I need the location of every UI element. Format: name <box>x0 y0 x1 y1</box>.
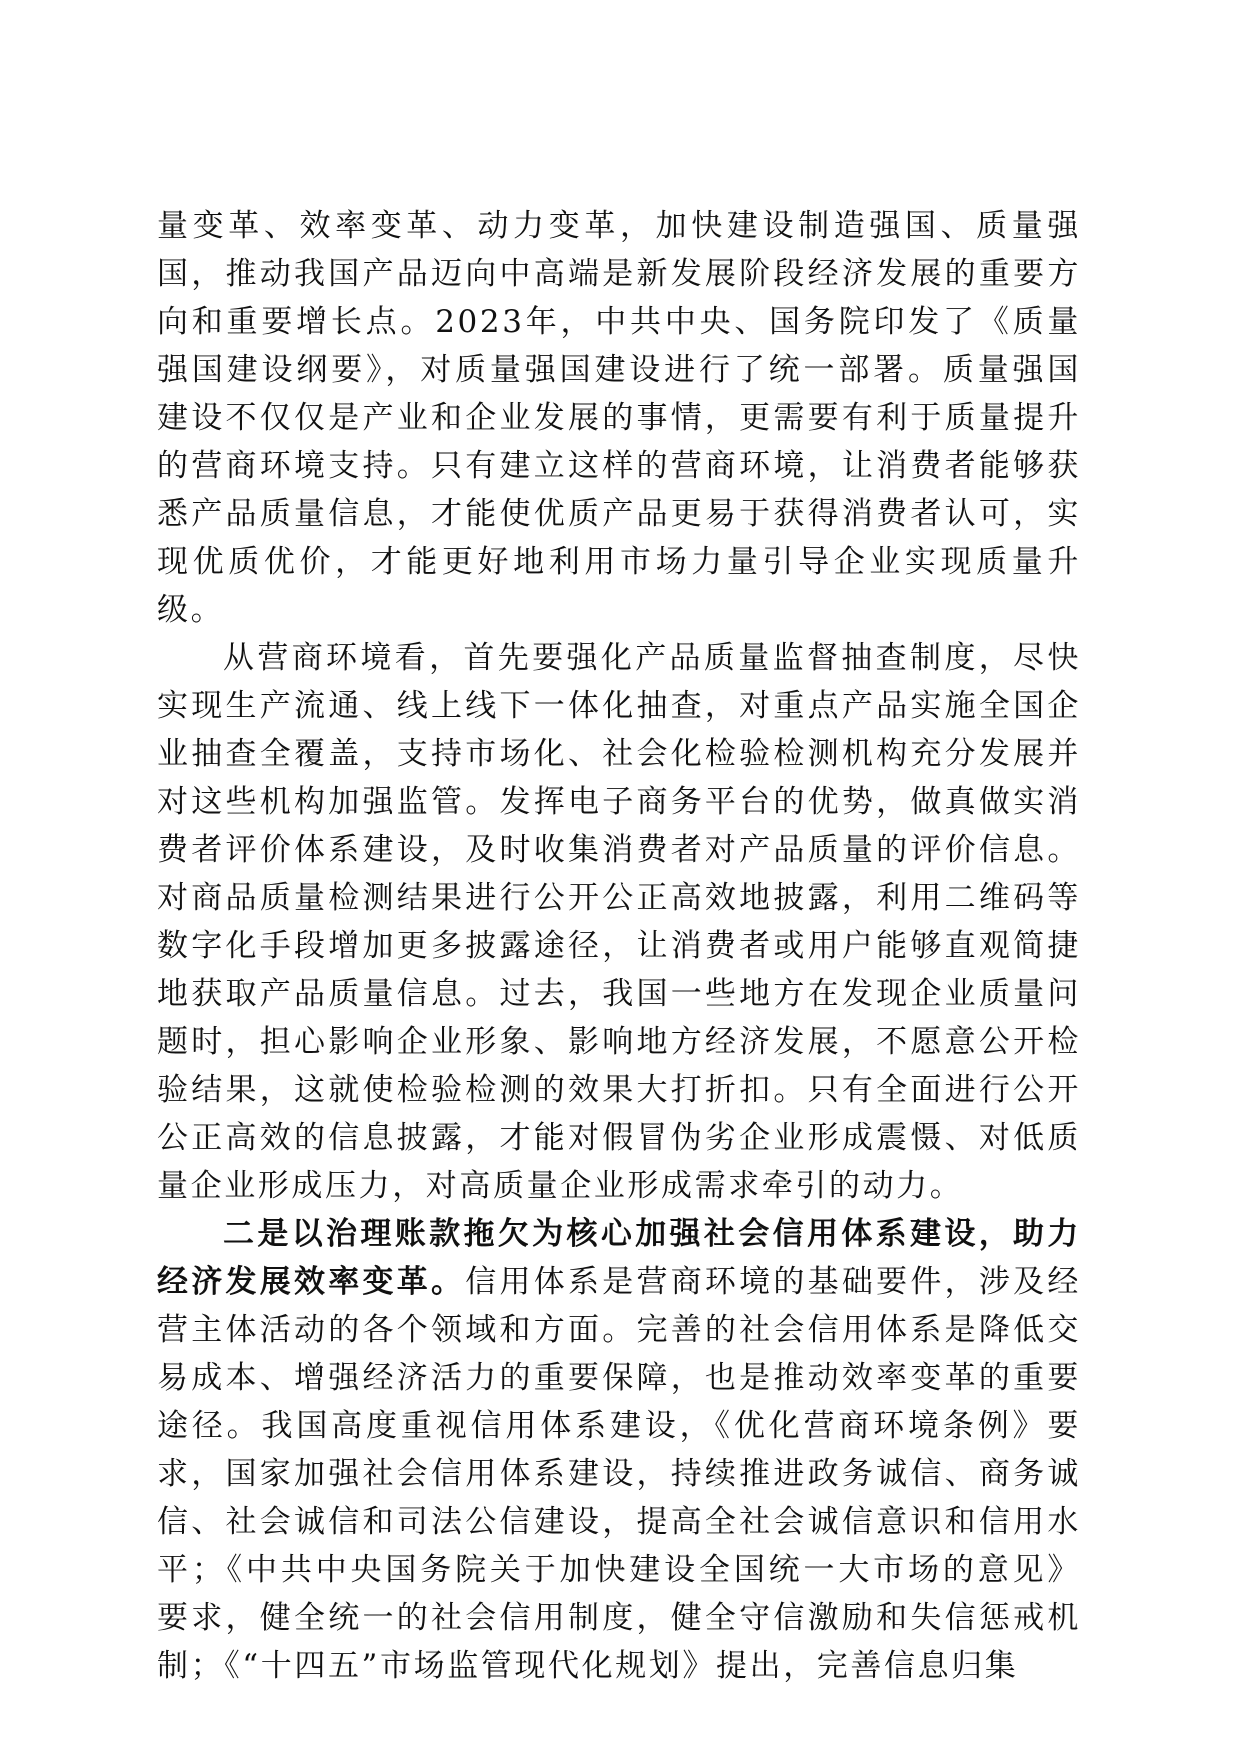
paragraph-2 <box>157 634 1081 1210</box>
paragraph-1-text: 量变革、效率变革、动力变革，加快建设制造强国、质量强国，推动我国产品迈向中高端是新发展阶段经济发展的重要方向和重要增长点。2023年，中共中央、国务院印发了《质量强国建设纲要》，对质量强国建设进行了统一部署。质量强国建设不仅仅是产业和企业发展的事情，更需要有利于质量提升的营商环境支持。只有建立这样的营商环境，让消费者能够获悉产品质量信息，才能使优质产品更易于获得消费者认可，实现优质优价，才能更好地利用市场力量引导企业实现质量升级。 <box>157 208 1081 628</box>
paragraph-2-text: 从营商环境看，首先要强化产品质量监督抽查制度，尽快实现生产流通、线上线下一体化抽查，对重点产品实施全国企业抽查全覆盖，支持市场化、社会化检验检测机构充分发展并对这些机构加强监管。发挥电子商务平台的优势，做真做实消费者评价体系建设，及时收集消费者对产品质量的评价信息。对商品质量检测结果进行公开公正高效地披露，利用二维码等数字化手段增加更多披露途径，让消费者或用户能够直观简捷地获取产品质量信息。过去，我国一些地方在发现企业质量问题时，担心影响企业形象、影响地方经济发展，不愿意公开检验结果，这就使检验检测的效果大打折扣。只有全面进行公开公正高效的信息披露，才能对假冒伪劣企业形成震慑、对低质量企业形成压力，对高质量企业形成需求牵引的动力。 <box>157 640 1081 1204</box>
document-body <box>157 202 1081 1690</box>
paragraph-3-bold-heading: 二是以治理账款拖欠为核心加强社会信用体系建设，助力经济发展效率变革。 <box>157 1216 1081 1300</box>
paragraph-1 <box>157 202 1081 634</box>
paragraph-3 <box>157 1210 1081 1690</box>
paragraph-3-text: 信用体系是营商环境的基础要件，涉及经营主体活动的各个领域和方面。完善的社会信用体系是降低交易成本、增强经济活力的重要保障，也是推动效率变革的重要途径。我国高度重视信用体系建设，《优化营商环境条例》要求，国家加强社会信用体系建设，持续推进政务诚信、商务诚信、社会诚信和司法公信建设，提高全社会诚信意识和信用水平；《中共中央国务院关于加快建设全国统一大市场的意见》要求，健全统一的社会信用制度，健全守信激励和失信惩戒机制；《“十四五”市场监管现代化规划》提出，完善信息归集 <box>157 1264 1081 1684</box>
